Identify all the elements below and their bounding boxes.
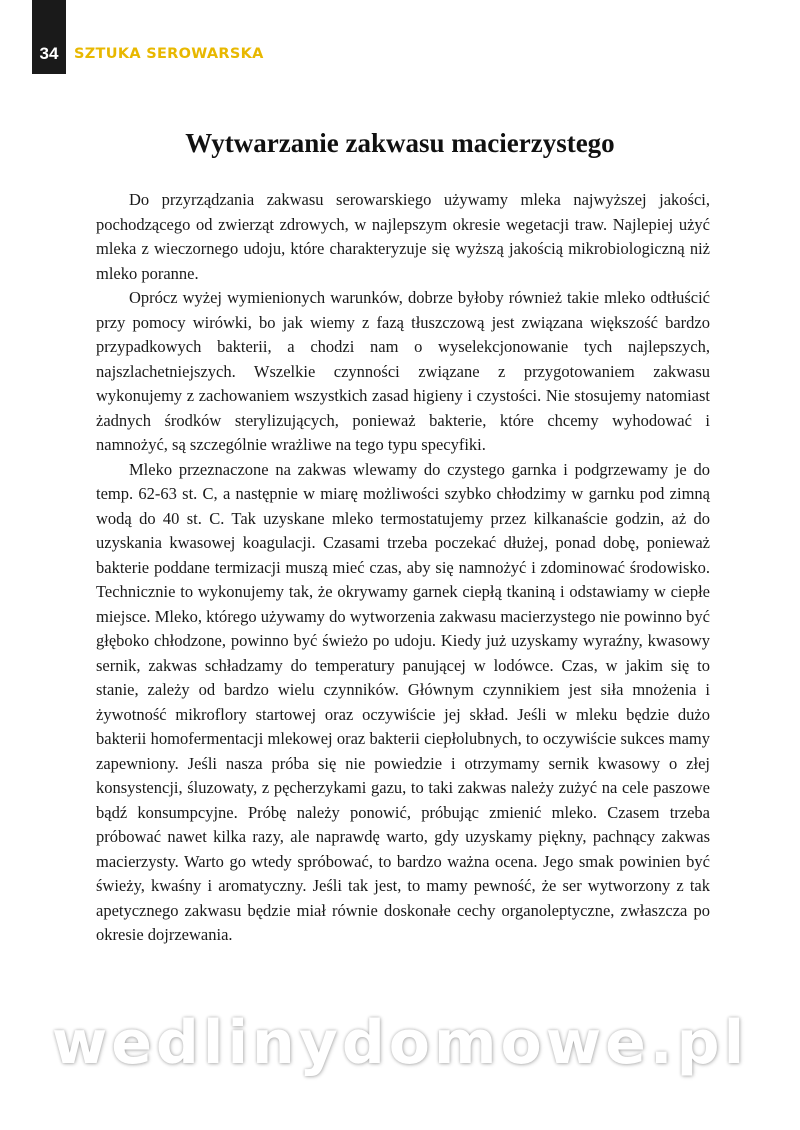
watermark: wedlinydomowe.pl — [51, 1008, 749, 1078]
paragraph: Do przyrządzania zakwasu serowarskiego używamy mleka najwyższej jakości, pochodzącego od zwierząt zdrowych, w najlepszym okresie wegetacji traw. Najlepiej użyć mleka z wieczornego udoju, które charakteryzuje się wyższą jakością mikrobiologiczną niż mleko poranne. — [96, 190, 710, 283]
paragraph: Oprócz wyżej wymienionych warunków, dobrze byłoby również takie mleko odtłuścić przy pomocy wirówki, bo jak wiemy z fazą tłuszczową jest związana większość bardzo przypadkowych bakterii, a chodzi nam o wyselekcjonowanie tych najlepszych, najszlachetniejszych. Wszelkie czynności związane z przygotowaniem zakwasu wykonujemy z zachowaniem wszystkich zasad higieny i czystości. Nie stosujemy natomiast żadnych środków sterylizujących, ponieważ bakterie, które chcemy wyhodować i namnożyć, są szczególnie wrażliwe na tego typu specyfiki. — [96, 288, 710, 454]
page-title: Wytwarzanie zakwasu macierzystego — [185, 128, 615, 158]
body-text — [96, 188, 710, 948]
paragraph: Mleko przeznaczone na zakwas wlewamy do czystego garnka i podgrzewamy je do temp. 62-63 st. C, a następnie w miarę możliwości szybko chłodzimy w garnku pod zimną wodą do 40 st. C. Tak uzyskane mleko termostatujemy przez kilkanaście godzin, aż do uzyskania kwasowej koagulacji. Czasami trzeba poczekać dłużej, ponad dobę, ponieważ bakterie poddane termizacji muszą mieć czas, aby się namnożyć i zdominować środowisko. Technicznie to wykonujemy tak, że okrywamy garnek ciepłą tkaniną i odstawiamy w ciepłe miejsce. Mleko, którego używamy do wytworzenia zakwasu macierzystego nie powinno być głęboko chłodzone, powinno być świeżo po udoju. Kiedy już uzyskamy wyraźny, kwasowy sernik, zakwas schładzamy do temperatury panującej w lodówce. Czas, w jakim się to stanie, zależy od bardzo wielu czynników. Głównym czynnikiem jest siła mnożenia i żywotność mikroflory startowej oraz oczywiście jej skład. Jeśli w mleku będzie dużo bakterii homofermentacji mlekowej oraz bakterii ciepłolubnych, to oczywiście sukces mamy zapewniony. Jeśli nasza próba się nie powiedzie i otrzymamy sernik kwasowy o złej konsystencji, śluzowaty, z pęcherzykami gazu, to taki zakwas należy zużyć na cele paszowe bądź konsumpcyjne. Próbę należy ponowić, próbując zmienić mleko. Czasem trzeba próbować nawet kilka razy, ale naprawdę warto, gdy uzyskamy piękny, pachnący zakwas macierzysty. Warto go wtedy spróbować, to bardzo ważna ocena. Jego smak powinien być świeży, kwaśny i aromatyczny. Jeśli tak jest, to mamy pewność, że ser wytworzony z tak apetycznego zakwasu będzie miał równie doskonałe cechy organoleptyczne, zwłaszcza po okresie dojrzewania. — [96, 459, 710, 944]
running-head: SZTUKA SEROWARSKA — [74, 46, 264, 62]
page-number: 34 — [39, 44, 59, 63]
